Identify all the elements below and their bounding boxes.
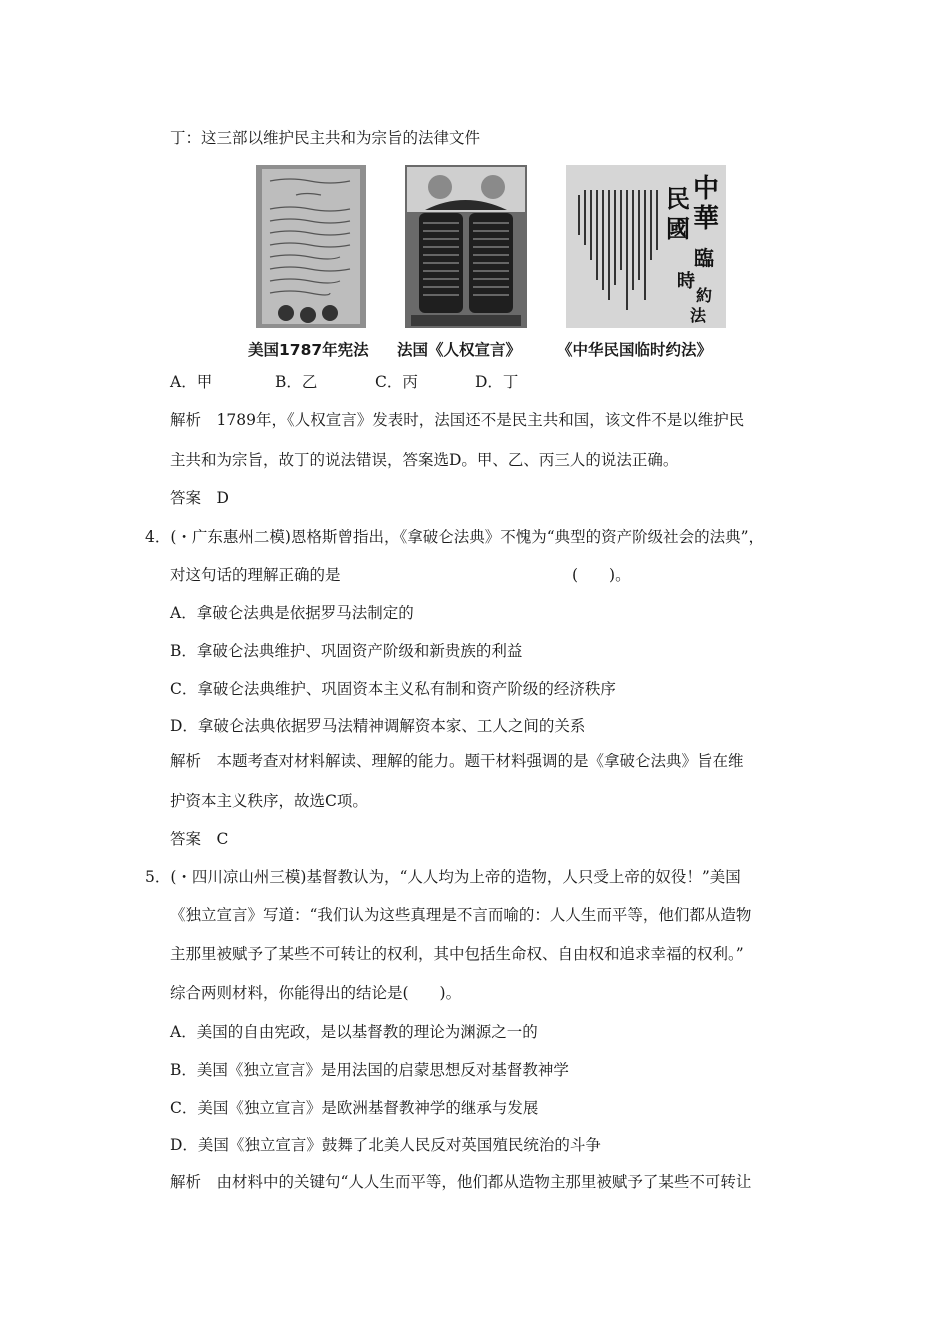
q5-stem-line-4: 综合两则材料，你能得出的结论是( )。 — [170, 984, 462, 1002]
q5-stem-line-3: 主那里被赋予了某些不可转让的权利，其中包括生命权、自由权和追求幸福的权利。” — [170, 945, 744, 963]
q4-option-d[interactable]: D．拿破仑法典依据罗马法精神调解资本家、工人之间的关系 — [170, 717, 586, 735]
statement-ding: 丁：这三部以维护民主共和为宗旨的法律文件 — [170, 129, 481, 147]
caption-provisional-constitution: 《中华民国临时约法》 — [557, 341, 713, 359]
q4-answer: 答案 C — [170, 830, 229, 848]
q5-stem-line-1: 5．(・四川凉山州三模)基督教认为，“人人均为上帝的造物，人只受上帝的奴役！”美国 — [145, 868, 741, 886]
option-d[interactable]: D．丁 — [475, 373, 519, 391]
q3-options — [170, 372, 518, 392]
q5-option-d[interactable]: D．美国《独立宣言》鼓舞了北美人民反对英国殖民统治的斗争 — [170, 1136, 601, 1154]
declaration-rights-image — [405, 165, 527, 328]
q4-stem-text: 对这句话的理解正确的是 — [170, 566, 341, 584]
option-b[interactable]: B．乙 — [275, 373, 318, 391]
china-title-char-2: 華 — [692, 204, 720, 234]
q4-analysis-line-1: 解析 本题考查对材料解读、理解的能力。题干材料强调的是《拿破仑法典》旨在维 — [170, 752, 744, 770]
q4-stem-line-2 — [170, 565, 631, 585]
caption-declaration: 法国《人权宣言》 — [397, 341, 522, 359]
q5-option-a[interactable]: A．美国的自由宪政，是以基督教的理论为渊源之一的 — [170, 1023, 538, 1041]
us-constitution-image — [256, 165, 366, 328]
option-a[interactable]: A．甲 — [170, 373, 213, 391]
q4-option-a[interactable]: A．拿破仑法典是依据罗马法制定的 — [170, 604, 414, 622]
china-title-char-3: 民 — [666, 184, 690, 213]
q3-analysis-line-2: 主共和为宗旨，故丁的说法错误，答案选D。甲、乙、丙三人的说法正确。 — [170, 451, 679, 469]
provisional-constitution-image — [566, 165, 726, 328]
q4-answer-bracket: ( )。 — [572, 566, 631, 584]
document-images — [250, 165, 730, 335]
q3-analysis-line-1: 解析 1789年，《人权宣言》发表时，法国还不是民主共和国，该文件不是以维护民 — [170, 411, 745, 429]
china-title-char-4: 國 — [666, 214, 690, 243]
caption-us-constitution: 美国1787年宪法 — [248, 341, 369, 359]
china-title-char-1: 中 — [692, 174, 720, 204]
q5-option-b[interactable]: B．美国《独立宣言》是用法国的启蒙思想反对基督教神学 — [170, 1061, 569, 1079]
option-c[interactable]: C．丙 — [375, 373, 418, 391]
china-title-char-6: 時 — [677, 271, 695, 292]
china-title-char-8: 法 — [689, 306, 707, 325]
q5-option-c[interactable]: C．美国《独立宣言》是欧洲基督教神学的继承与发展 — [170, 1099, 539, 1117]
q4-analysis-line-2: 护资本主义秩序，故选C项。 — [170, 792, 368, 810]
china-title-char-7: 約 — [695, 286, 713, 305]
q5-stem-line-2: 《独立宣言》写道：“我们认为这些真理是不言而喻的：人人生而平等，他们都从造物 — [170, 906, 752, 924]
china-title-char-5: 臨 — [694, 246, 714, 270]
q5-analysis-line-1: 解析 由材料中的关键句“人人生而平等，他们都从造物主那里被赋予了某些不可转让 — [170, 1173, 752, 1191]
q3-answer: 答案 D — [170, 489, 229, 507]
q4-option-b[interactable]: B．拿破仑法典维护、巩固资产阶级和新贵族的利益 — [170, 642, 523, 660]
q4-stem-line-1: 4．(・广东惠州二模)恩格斯曾指出，《拿破仑法典》不愧为“典型的资产阶级社会的法典”， — [145, 528, 765, 546]
q4-option-c[interactable]: C．拿破仑法典维护、巩固资本主义私有制和资产阶级的经济秩序 — [170, 680, 616, 698]
